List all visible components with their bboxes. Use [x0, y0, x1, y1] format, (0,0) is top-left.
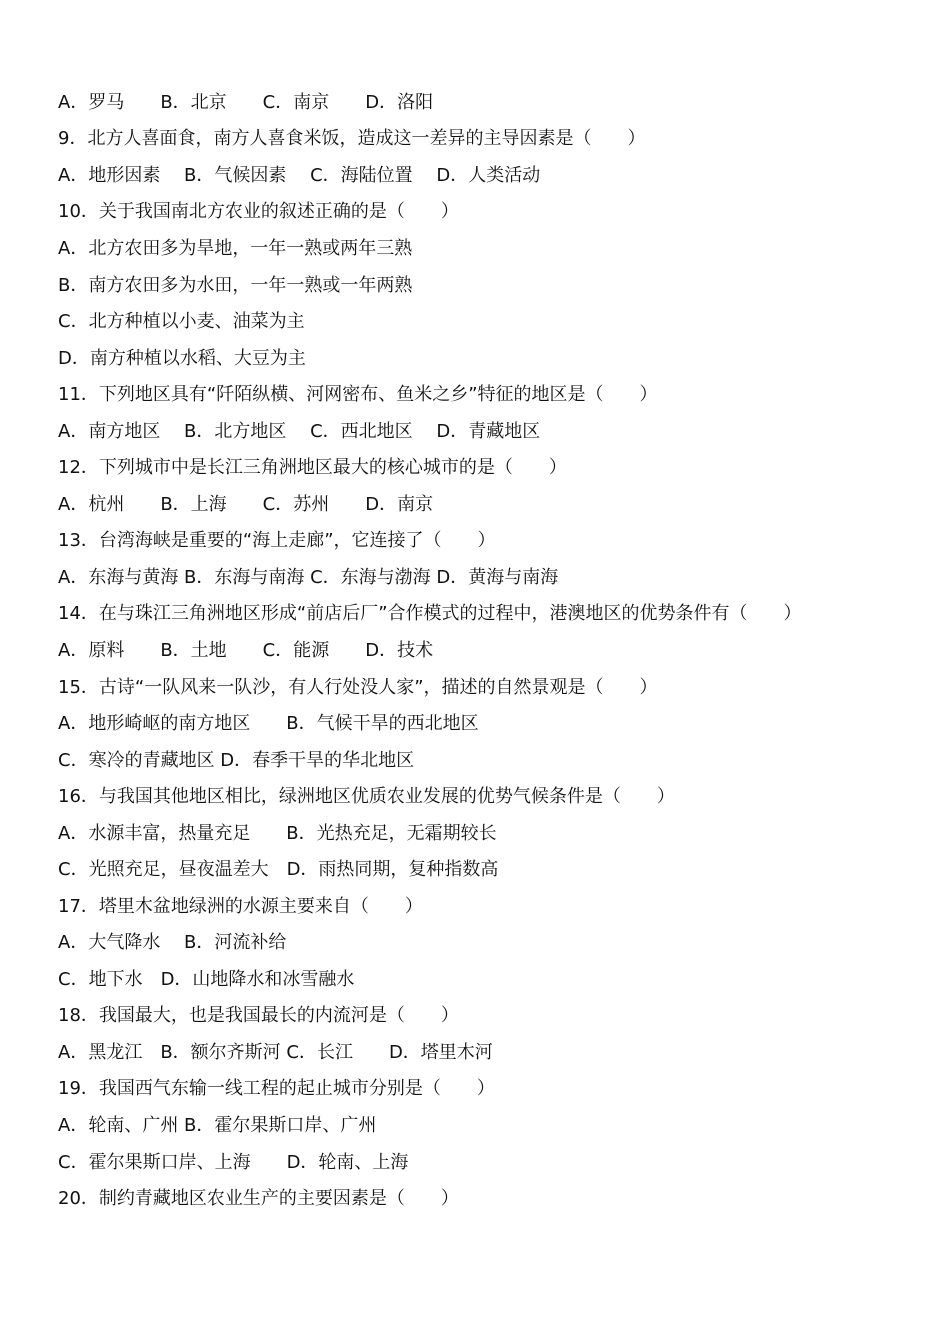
option-line-q14: A．原料 B．土地 C．能源 D．技术	[58, 640, 434, 661]
option-line-q13: A．东海与黄海 B．东海与南海 C．东海与渤海 D．黄海与南海	[58, 567, 559, 588]
option-line-q8: A．罗马 B．北京 C．南京 D．洛阳	[58, 92, 434, 113]
option-line-1-q17: A．大气降水 B．河流补给	[58, 932, 287, 953]
option-line-1-q19: A．轮南、广州 B．霍尔果斯口岸、广州	[58, 1115, 377, 1136]
option-line-2-q19: C．霍尔果斯口岸、上海 D．轮南、上海	[58, 1152, 409, 1173]
option-line-2-q16: C．光照充足，昼夜温差大 D．雨热同期，复种指数高	[58, 859, 499, 880]
option-line-2-q17: C．地下水 D．山地降水和冰雪融水	[58, 969, 355, 990]
option-line-1-q16: A．水源丰富，热量充足 B．光热充足，无霜期较长	[58, 823, 497, 844]
option-a-q10: A．北方农田多为旱地，一年一熟或两年三熟	[58, 238, 413, 259]
question-13: 13．台湾海峡是重要的“海上走廊”，它连接了（ ）	[58, 530, 496, 551]
option-line-q18: A．黑龙江 B．额尔齐斯河 C．长江 D．塔里木河	[58, 1042, 493, 1063]
question-16: 16．与我国其他地区相比，绿洲地区优质农业发展的优势气候条件是（ ）	[58, 786, 675, 807]
option-line-2-q15: C．寒冷的青藏地区 D．春季干旱的华北地区	[58, 750, 415, 771]
option-line-q12: A．杭州 B．上海 C．苏州 D．南京	[58, 494, 434, 515]
question-20: 20．制约青藏地区农业生产的主要因素是（ ）	[58, 1188, 459, 1209]
question-18: 18．我国最大，也是我国最长的内流河是（ ）	[58, 1005, 459, 1026]
option-b-q10: B．南方农田多为水田，一年一熟或一年两熟	[58, 275, 413, 296]
question-11: 11．下列地区具有“阡陌纵横、河网密布、鱼米之乡”特征的地区是（ ）	[58, 384, 658, 405]
question-14: 14．在与珠江三角洲地区形成“前店后厂”合作模式的过程中，港澳地区的优势条件有（ ）	[58, 603, 802, 624]
option-line-1-q15: A．地形崎岖的南方地区 B．气候干旱的西北地区	[58, 713, 479, 734]
question-15: 15．古诗“一队风来一队沙，有人行处没人家”，描述的自然景观是（ ）	[58, 677, 658, 698]
option-line-q9: A．地形因素 B．气候因素 C．海陆位置 D．人类活动	[58, 165, 541, 186]
option-line-q11: A．南方地区 B．北方地区 C．西北地区 D．青藏地区	[58, 421, 541, 442]
question-19: 19．我国西气东输一线工程的起止城市分别是（ ）	[58, 1078, 495, 1099]
option-c-q10: C．北方种植以小麦、油菜为主	[58, 311, 305, 332]
question-12: 12．下列城市中是长江三角洲地区最大的核心城市的是（ ）	[58, 457, 567, 478]
question-17: 17．塔里木盆地绿洲的水源主要来自（ ）	[58, 896, 423, 917]
question-9: 9．北方人喜面食，南方人喜食米饭，造成这一差异的主导因素是（ ）	[58, 128, 646, 149]
option-d-q10: D．南方种植以水稻、大豆为主	[58, 348, 306, 369]
question-10: 10．关于我国南北方农业的叙述正确的是（ ）	[58, 201, 459, 222]
